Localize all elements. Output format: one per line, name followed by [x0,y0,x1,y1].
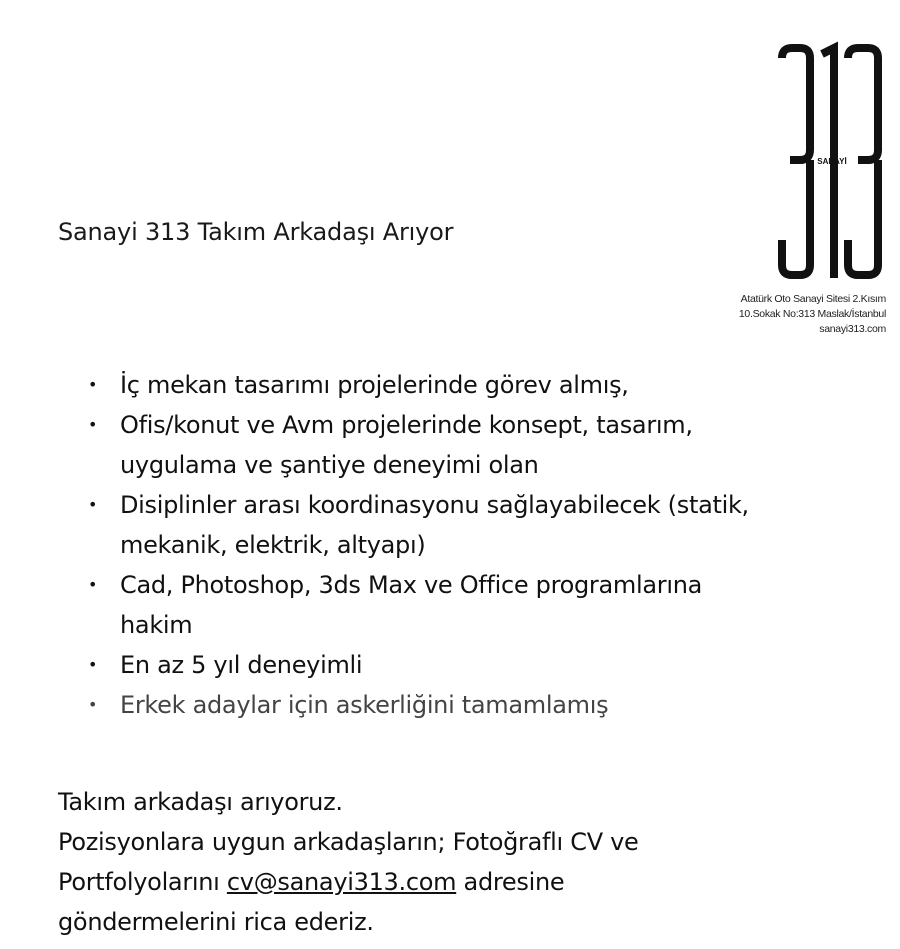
closing-paragraph [58,782,858,942]
list-item [58,685,778,725]
closing-text: Portfolyolarını [58,868,220,896]
address-block [739,292,886,337]
closing-line: Pozisyonlara uygun arkadaşların; Fotoğraflı CV ve [58,828,639,856]
bullet-dot-icon: • [88,375,98,394]
bullet-dot-icon: • [88,495,98,514]
email-link[interactable]: cv@sanayi313.com [226,868,457,896]
closing-text: adresine [463,868,565,896]
closing-line: Takım arkadaşı arıyoruz. [58,788,343,816]
requirement-text: Erkek adaylar için askerliğini tamamlamış [120,691,609,719]
closing-line [58,862,858,902]
bullet-dot-icon: • [88,575,98,594]
list-item [58,565,778,645]
page-title: Sanayi 313 Takım Arkadaşı Arıyor [58,218,454,246]
closing-line: göndermelerini rica ederiz. [58,908,374,936]
logo-mark [770,40,895,285]
list-item [58,365,778,405]
requirement-text: Ofis/konut ve Avm projelerinde konsept, tasarım, uygulama ve şantiye deneyimi olan [120,411,693,479]
address-line: 10.Sokak No:313 Maslak/İstanbul [738,308,886,320]
list-item [58,645,778,685]
bullet-dot-icon: • [88,655,98,674]
requirements-list [58,365,778,725]
bullet-dot-icon: • [88,415,98,434]
list-item [58,405,778,485]
logo-brand-text: SANAYİ [817,157,847,166]
address-line: Atatürk Oto Sanayi Sitesi 2.Kısım [740,293,886,305]
requirement-text: Cad, Photoshop, 3ds Max ve Office programlarına hakim [120,571,703,639]
bullet-dot-icon: • [88,695,98,714]
list-item [58,485,778,565]
requirement-text: Disiplinler arası koordinasyonu sağlayabilecek (statik, mekanik, elektrik, altyapı) [120,491,749,559]
requirement-text: İç mekan tasarımı projelerinde görev almış, [120,371,629,399]
sanayi313-logo [770,40,895,285]
requirement-text: En az 5 yıl deneyimli [120,651,363,679]
website-text: sanayi313.com [819,323,886,335]
